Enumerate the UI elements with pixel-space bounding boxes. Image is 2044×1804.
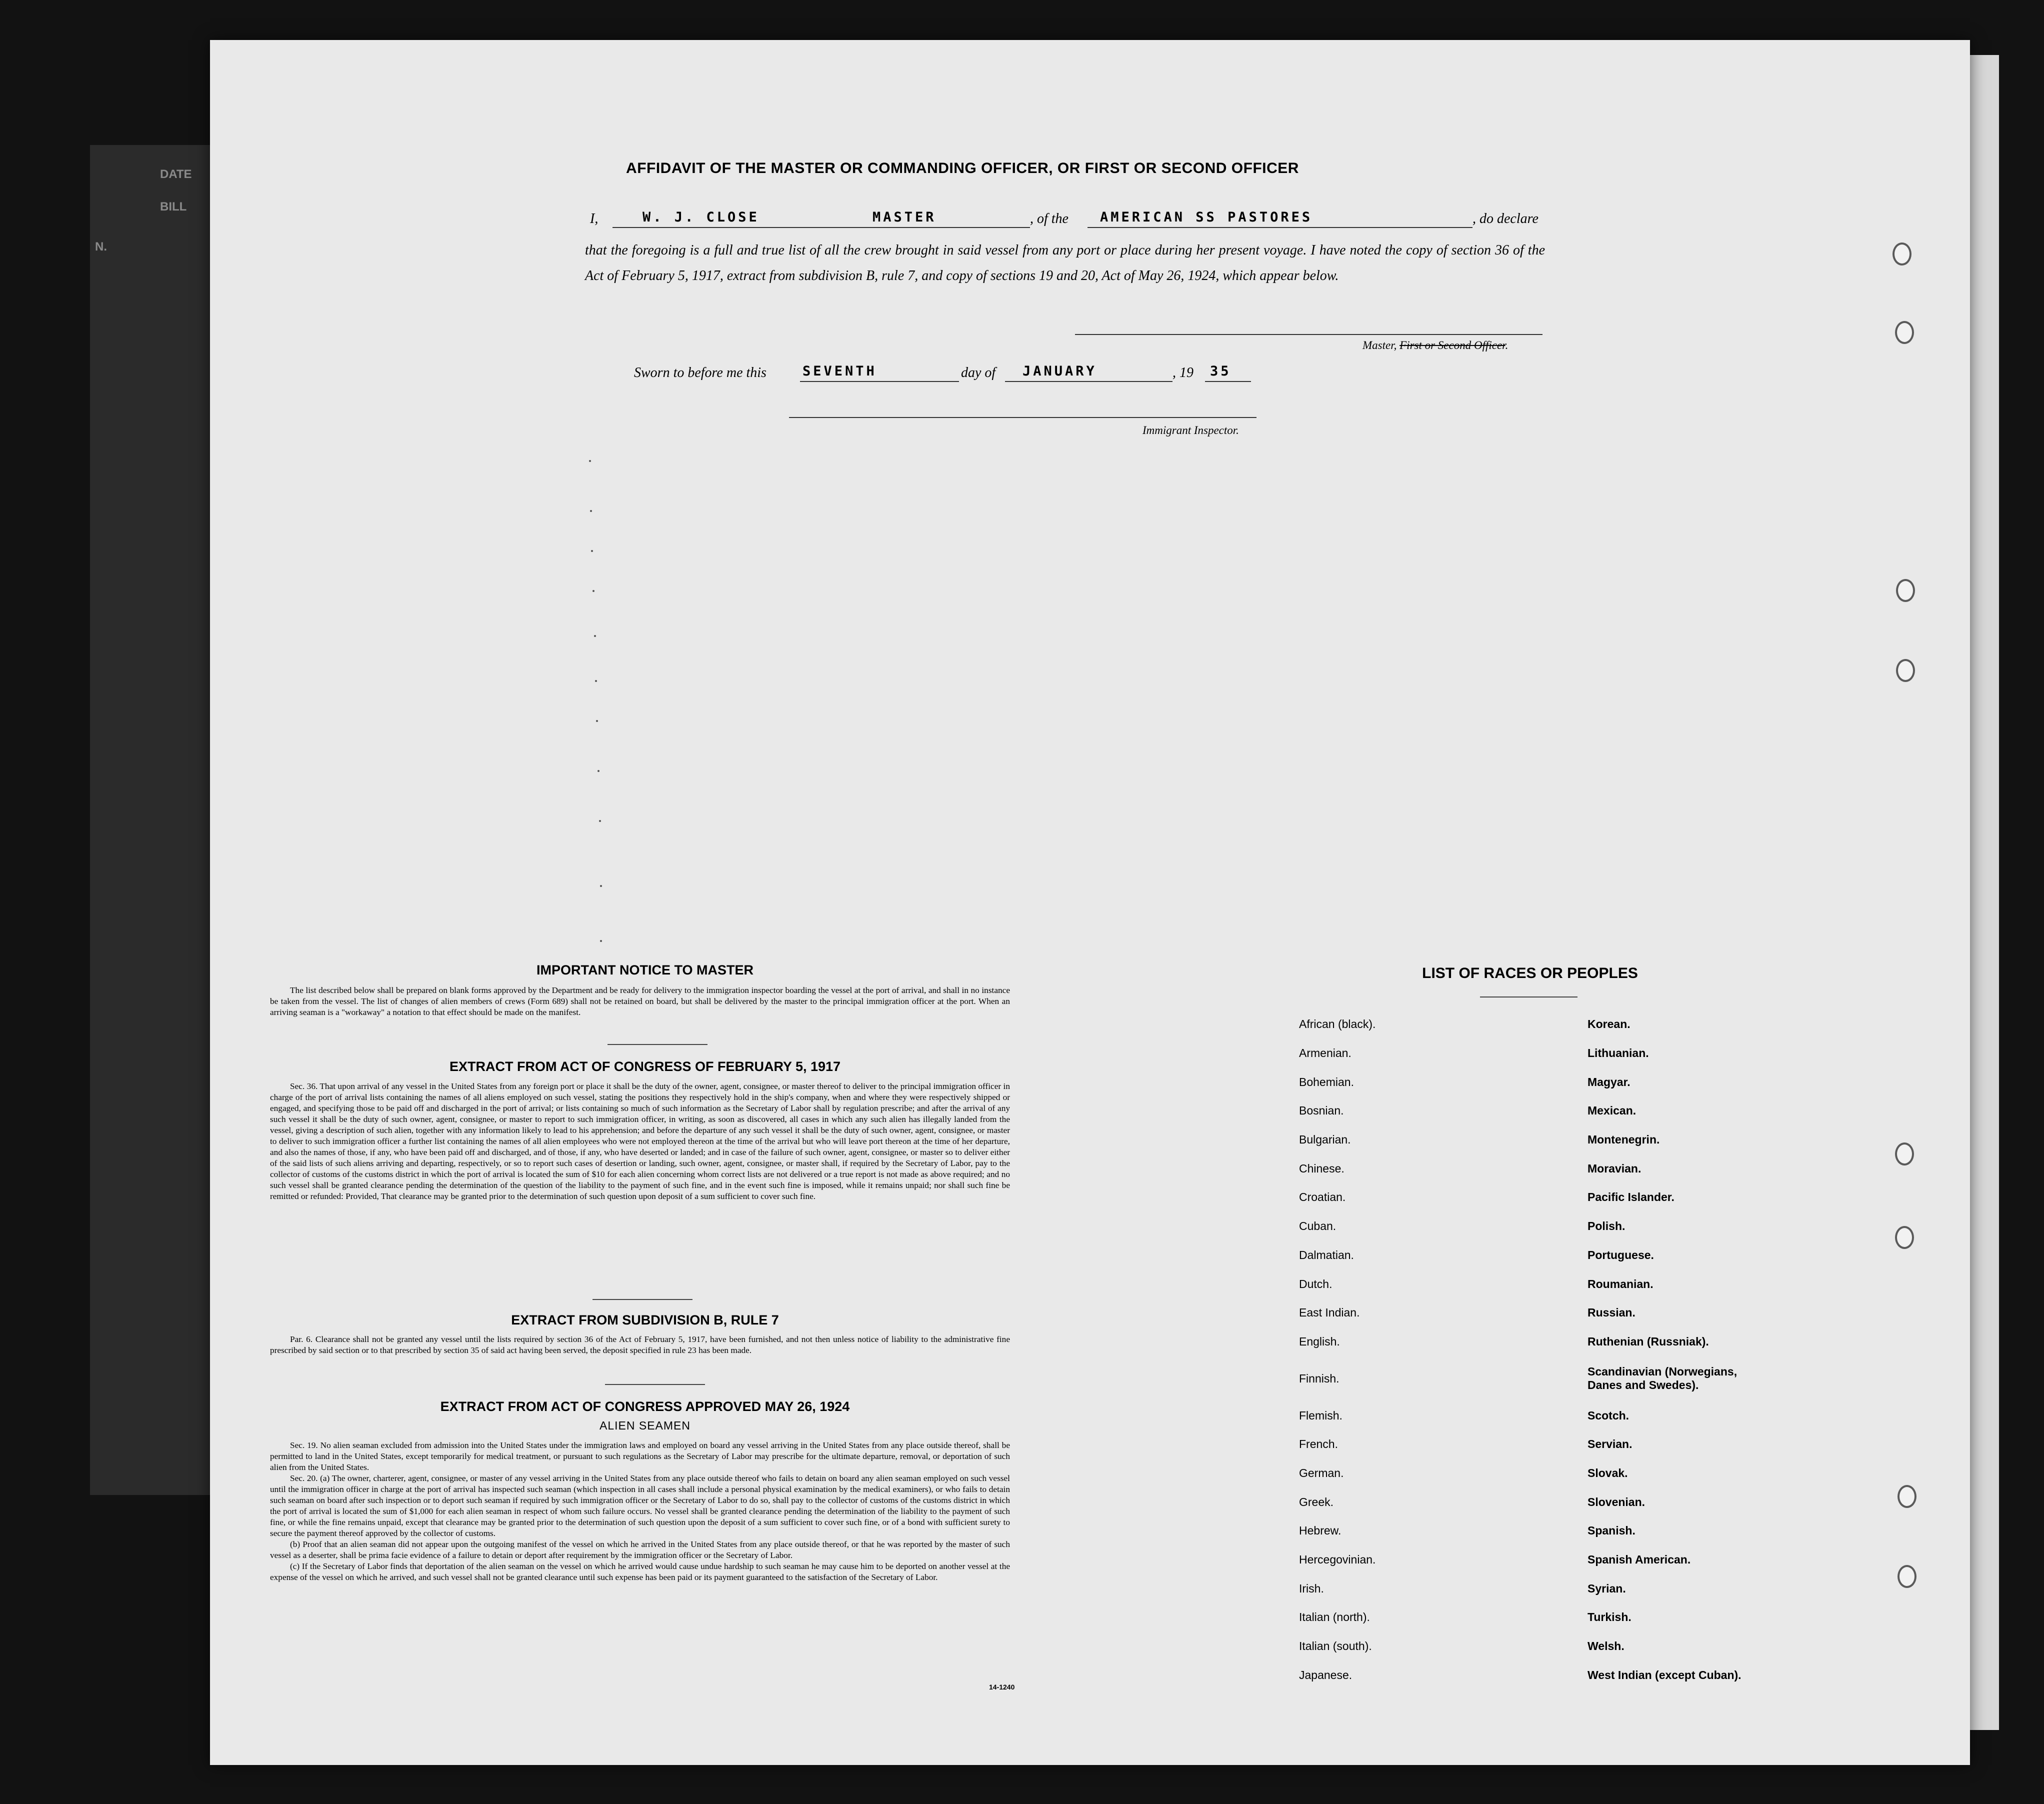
notice-paragraph: The list described below shall be prepared on blank forms approved by the Department and be ready for delivery to the immigration inspector boarding the vessel at the port of arrival, and shall in no instance be taken from the vessel. The list of changes of alien members of crews (Form 689) shall not be retained on board, but shall be delivered by the master to the principal immigration officer at the port. When an arriving seaman is a "workaway" a notation to that effect should be made on the manifest. (270, 986, 1010, 1017)
print-speck (599, 820, 601, 822)
punch-hole (1895, 321, 1914, 344)
race-item: Magyar. (1588, 1075, 1630, 1088)
scrap-fragment: N. (95, 240, 107, 254)
print-speck (594, 635, 596, 637)
race-item: Spanish. (1588, 1524, 1636, 1538)
sworn-month-field (1005, 364, 1172, 382)
affidavit-body: that the foregoing is a full and true list of all the crew brought in said vessel from any port or place during her present voyage. I have noted the copy of section 36 of the Act of February 5, 1917, extract from subdivision B, rule 7, and copy of sections 19 and 20, Act of May 26, 1924, which appear below. (585, 242, 1545, 284)
form-number: 14-1240 (989, 1683, 1015, 1691)
race-item: African (black). (1299, 1018, 1376, 1031)
extract-1924-paragraph: (b) Proof that an alien seaman did not appear upon the outgoing manifest of the vessel on which he arrived in the United States from any place outside thereof, or that he was reported by the master of such vessel as a deserter, shall be prima facie evidence of a failure to detain or deport after requirement by the immigration officer or the Secretary of Labor. (270, 1540, 1010, 1560)
race-item: Syrian. (1588, 1582, 1626, 1595)
races-left-column (1299, 1010, 1376, 1690)
race-item: Croatian. (1299, 1190, 1346, 1204)
print-speck (591, 550, 593, 552)
sworn-day-of: day of (961, 365, 996, 380)
caption-master: Master, (1362, 339, 1400, 352)
race-item: Slovenian. (1588, 1495, 1646, 1508)
race-item: Moravian. (1588, 1162, 1642, 1175)
race-item: Korean. (1588, 1018, 1630, 1031)
extract-1917-title: EXTRACT FROM ACT OF CONGRESS OF FEBRUARY 5, 1917 (449, 1059, 841, 1074)
race-item: Italian (south). (1299, 1640, 1372, 1653)
punch-hole (1892, 242, 1912, 266)
notice-text (270, 985, 1010, 1018)
punch-hole (1896, 579, 1915, 602)
race-item: Dutch. (1299, 1277, 1332, 1290)
affidavit-intro: I, (590, 211, 598, 226)
print-speck (595, 680, 597, 682)
race-item: Polish. (1588, 1220, 1626, 1233)
race-item: Irish. (1299, 1582, 1324, 1595)
extract-1924-paragraph: Sec. 19. No alien seaman excluded from admission into the United States under the immigration laws and employed on board any vessel arriving in the United States from any place outside thereof, shall be permitted to land in the United States, except temporarily for medical treatment, or pursuant to such regulations as the Secretary of Labor may prescribe for the ultimate departure, removal, or deportation of such alien from the United States. (270, 1440, 1010, 1472)
race-item: West Indian (except Cuban). (1588, 1668, 1742, 1682)
inspector-caption: Immigrant Inspector. (1142, 424, 1239, 436)
race-item: Bulgarian. (1299, 1133, 1351, 1146)
inspector-signature-line (789, 417, 1256, 418)
race-item: Armenian. (1299, 1046, 1352, 1060)
extract-1924-paragraph: (c) If the Secretary of Labor finds that deportation of the alien seaman on the vessel on which he arrived would cause undue hardship to such seaman he may cause him to be deported on another vessel at the expense of the vessel on which he arrived, and such vessel shall not be granted clearance until such expense has been paid or its payment guaranteed to the satisfaction of the Secretary of Labor. (270, 1562, 1010, 1582)
notice-title: IMPORTANT NOTICE TO MASTER (536, 962, 754, 978)
caption-struck-officer: First or Second Officer (1400, 339, 1506, 352)
race-item: Finnish. (1299, 1372, 1340, 1385)
race-item: Slovak. (1588, 1466, 1628, 1480)
affidavit-title: AFFIDAVIT OF THE MASTER OR COMMANDING OFFICER, OR FIRST OR SECOND OFFICER (626, 160, 1299, 176)
sworn-day-field (800, 364, 959, 382)
race-item: Mexican. (1588, 1104, 1636, 1118)
vessel-field (1088, 210, 1472, 228)
race-item: English. (1299, 1334, 1340, 1348)
race-item: Pacific Islander. (1588, 1190, 1674, 1204)
race-item: Welsh. (1588, 1640, 1624, 1653)
extract-1924-text (270, 1440, 1010, 1583)
race-item: Japanese. (1299, 1668, 1352, 1682)
race-item: Roumanian. (1588, 1277, 1654, 1290)
scrap-fragment: BILL (160, 200, 187, 214)
races-title-rule (1480, 996, 1578, 998)
race-item: Lithuanian. (1588, 1046, 1649, 1060)
section-divider (605, 1384, 705, 1385)
race-item: Flemish. (1299, 1408, 1342, 1422)
punch-hole (1896, 659, 1915, 682)
print-speck (600, 885, 602, 887)
race-item: Dalmatian. (1299, 1248, 1354, 1262)
section-divider (592, 1299, 692, 1300)
sworn-day: SEVENTH (802, 364, 877, 379)
sworn-year: 35 (1210, 364, 1232, 379)
race-item: Cuban. (1299, 1220, 1336, 1233)
print-speck (592, 590, 594, 592)
sworn-prefix: Sworn to before me this (634, 365, 766, 380)
race-item: Servian. (1588, 1438, 1632, 1451)
punch-hole (1898, 1485, 1916, 1508)
punch-hole (1895, 1226, 1914, 1249)
race-item: Portuguese. (1588, 1248, 1654, 1262)
race-item: Spanish American. (1588, 1553, 1691, 1566)
race-item: Montenegrin. (1588, 1133, 1660, 1146)
sworn-year-prefix: , 19 (1172, 365, 1194, 380)
race-item: Scandinavian (Norwegians, Danes and Swedes). (1588, 1365, 1738, 1392)
race-item: Bosnian. (1299, 1104, 1344, 1118)
extract-1924-title: EXTRACT FROM ACT OF CONGRESS APPROVED MAY 26, 1924 (440, 1399, 850, 1414)
race-item: French. (1299, 1438, 1338, 1451)
race-item: Italian (north). (1299, 1610, 1370, 1624)
master-signature-caption (1362, 339, 1508, 352)
race-item: Hebrew. (1299, 1524, 1342, 1538)
bleed-through-text (280, 75, 1905, 105)
caption-period: . (1505, 339, 1508, 352)
sworn-year-field (1205, 364, 1251, 382)
declarant-title: MASTER (872, 210, 936, 225)
print-speck (590, 510, 592, 512)
print-speck (600, 940, 602, 942)
extract-1924-paragraph: Sec. 20. (a) The owner, charterer, agent, consignee, or master of any vessel arriving in the United States from any place outside thereof who fails to detain on board any alien seaman employed on such vessel until the immigration officer in charge at the port of arrival has inspected such seaman (which inspection in all cases shall include a personal physical examination by the medical examiners), or who fails to detain such seaman on board after such inspection or to deport such seaman if required by such immigration officer or the Secretary of Labor to do so, shall pay to the collector of customs of the customs district in which the port of arrival is located the sum of $1,000 for each alien seaman in respect of whom such failure occurs. No vessel shall be granted clearance pending the determination of the liability to the payment of such fine, or while the fine remains unpaid, except that clearance may be granted prior to the determination of such question upon the deposit of a sum sufficient to cover such fine, or of a bond with sufficient surety to secure the payment thereof approved by the collector of customs. (270, 1474, 1010, 1538)
rule7-title: EXTRACT FROM SUBDIVISION B, RULE 7 (511, 1312, 779, 1328)
race-item: Greek. (1299, 1495, 1334, 1508)
extract-1917-paragraph: Sec. 36. That upon arrival of any vessel in the United States from any foreign port or place it shall be the duty of the owner, agent, consignee, or master thereof to deliver to the principal immigration officer in charge of the port of arrival lists containing the names of all aliens employed on such vessel, stating the positions they respectively hold in the ship's company, when and where they were respectively shipped or engaged, and specifying those to be paid off and discharged in the port of arrival; or lists containing so much of such information as the Secretary of Labor shall by regulation prescribe; and after the arrival of any such vessel it shall be the duty of such owner, agent, consignee, or master to report to such immigration officer, in writing, as soon as discovered, all cases in which any such alien has illegally landed from the vessel, giving a description of such alien, together with any information likely to lead to his apprehension; and before the departure of any such vessel it shall be the duty of such owner, agent, consignee, or master to deliver to such immigration officer a further list containing the names of all alien employees who were not employed thereon at the time of the arrival but who will leave port thereon at the time of her departure, and also the names of those, if any, who have been paid off and discharged, and of those, if any, who have deserted or landed; and in case of the failure of such owner, agent, consignee, or master so to deliver either of the said lists of such aliens arriving and departing, respectively, or so to report such cases of desertion or landing, such owner, agent, consignee, or master shall, if required by the Secretary of Labor, pay to the collector of customs of the customs district in which the port of arrival is located the sum of $10 for each alien concerning whom correct lists are not delivered or a true report is not made as above required; and no such vessel shall be granted clearance pending the determination of the question of the liability to the payment of such fine, and in the event such fine is imposed, while it remains unpaid; nor shall such fine be remitted or refunded: Provided, That clearance may be granted prior to the determination of such question upon deposit of a sum sufficient to cover such fine. (270, 1082, 1010, 1201)
punch-hole (1895, 1142, 1914, 1166)
race-item: German. (1299, 1466, 1344, 1480)
punch-hole (1898, 1565, 1916, 1588)
declarant-field (612, 210, 1030, 228)
sworn-month: JANUARY (1022, 364, 1097, 379)
print-speck (598, 770, 600, 772)
extract-1924-subtitle: ALIEN SEAMEN (600, 1419, 690, 1432)
print-speck (589, 460, 591, 462)
declarant-name: W. J. CLOSE (642, 210, 760, 225)
race-item: Hercegovinian. (1299, 1553, 1376, 1566)
race-item: East Indian. (1299, 1306, 1360, 1320)
rule7-text (270, 1334, 1010, 1356)
underlying-page-scrap (90, 145, 215, 1495)
races-title: LIST OF RACES OR PEOPLES (1422, 965, 1638, 982)
section-divider (608, 1044, 708, 1045)
of-the-label: , of the (1030, 211, 1068, 226)
race-item: Scotch. (1588, 1408, 1630, 1422)
races-right-column (1588, 1010, 1768, 1690)
race-item: Turkish. (1588, 1610, 1632, 1624)
race-item: Bohemian. (1299, 1075, 1354, 1088)
print-speck (596, 720, 598, 722)
race-item: Ruthenian (Russniak). (1588, 1334, 1709, 1348)
vessel-name: AMERICAN SS PASTORES (1100, 210, 1313, 225)
extract-1917-text (270, 1081, 1010, 1202)
rule7-paragraph: Par. 6. Clearance shall not be granted any vessel until the lists required by section 36 of the Act of February 5, 1917, have been furnished, and not then unless notice of liability to the administrative fine prescribed by said section or to that prescribed by section 35 of said act having been served, the deposit specified in rule 23 has been made. (270, 1334, 1010, 1355)
master-signature-line (1075, 334, 1542, 335)
race-item: Chinese. (1299, 1162, 1344, 1175)
do-declare-label: , do declare (1472, 211, 1538, 226)
race-item: Russian. (1588, 1306, 1636, 1320)
scrap-fragment: DATE (160, 168, 192, 181)
